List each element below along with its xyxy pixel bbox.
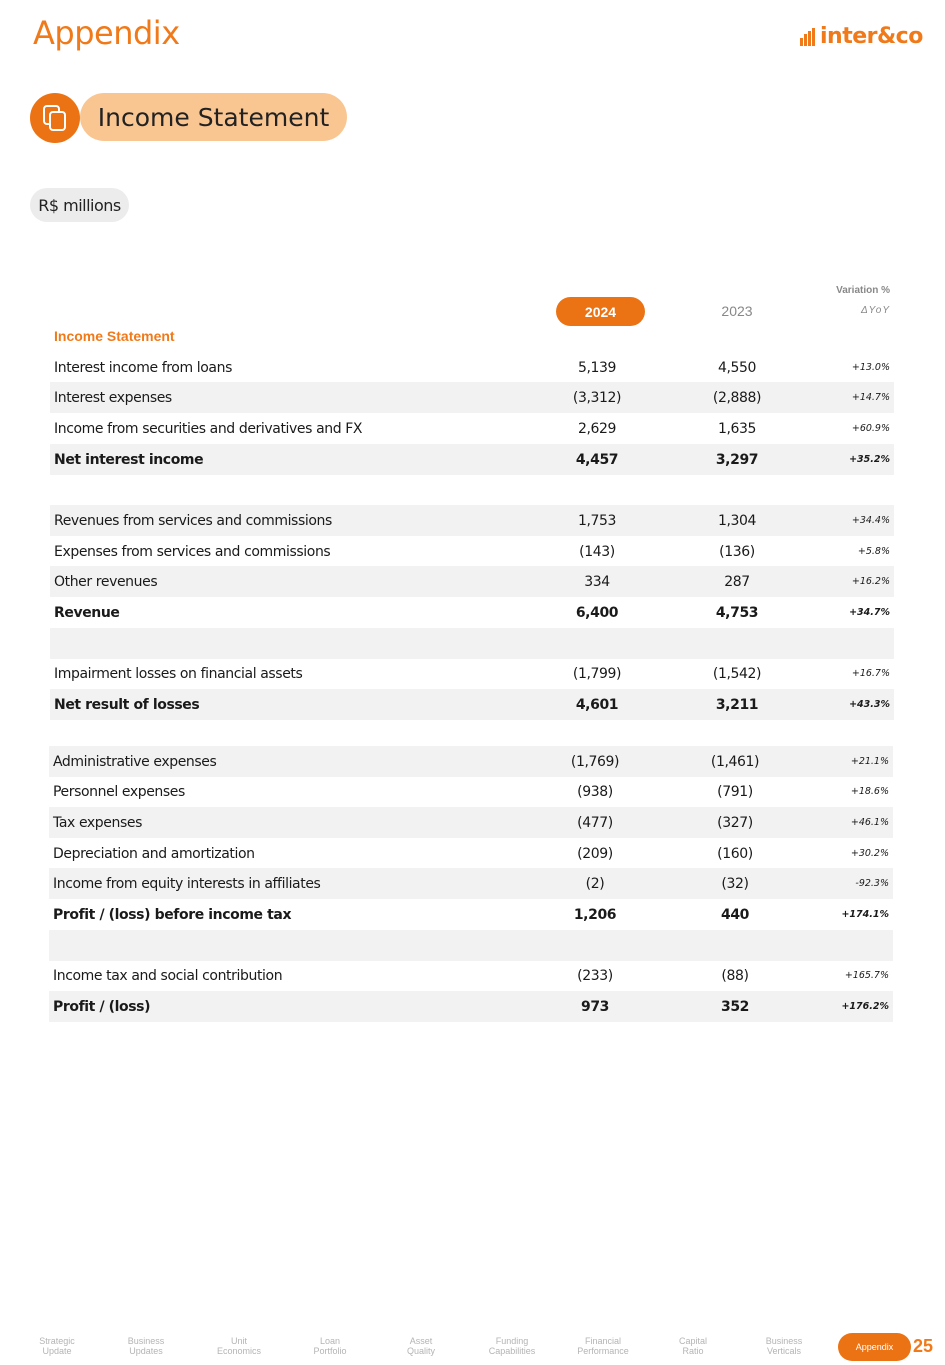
value-2023: 4,753 [715, 604, 759, 621]
row-label: Revenue [54, 604, 120, 621]
table-row [50, 444, 894, 475]
value-2023: 287 [724, 573, 750, 590]
value-2023: (88) [721, 967, 749, 984]
table-heading: Income Statement [54, 328, 175, 344]
footer-nav [0, 1334, 945, 1364]
value-2023: 1,635 [717, 420, 757, 437]
row-label: Depreciation and amortization [53, 845, 255, 862]
table-row [49, 960, 893, 991]
table-row [49, 868, 893, 899]
value-2024: (1,769) [570, 753, 620, 770]
variation-percent: +5.8% [857, 546, 890, 557]
table-row [50, 689, 894, 720]
nav-item-unit[interactable]: Unit Economics [216, 1336, 261, 1356]
row-label: Administrative expenses [53, 753, 217, 770]
table-row [49, 838, 893, 869]
unit-badge: R$ millions [30, 188, 129, 222]
nav-item-funding[interactable]: Funding Capabilities [488, 1336, 536, 1356]
value-2024: 1,206 [573, 906, 617, 923]
value-2023: (2,888) [712, 389, 762, 406]
table-row [49, 746, 893, 777]
nav-item-business[interactable]: Business Verticals [765, 1336, 803, 1356]
value-2024: (1,799) [572, 665, 622, 682]
table-row [50, 382, 894, 413]
row-label: Revenues from services and commissions [54, 512, 332, 529]
value-2024: (209) [577, 845, 613, 862]
value-2024: 1,753 [577, 512, 617, 529]
row-label: Net result of losses [54, 696, 200, 713]
table-row [49, 807, 893, 838]
row-label: Expenses from services and commissions [54, 543, 331, 560]
variation-percent: +174.1% [841, 909, 889, 920]
logo-text: inter&co [820, 23, 923, 49]
variation-header: Variation % [836, 285, 890, 296]
value-2024: (233) [577, 967, 613, 984]
value-2024: 2,629 [577, 420, 617, 437]
table-row [50, 597, 894, 628]
row-label: Income from equity interests in affiliates [53, 875, 321, 892]
variation-percent: +46.1% [850, 817, 889, 828]
value-2023: 352 [720, 998, 750, 1015]
nav-item-financial[interactable]: Financial Performance [577, 1336, 629, 1356]
row-label: Tax expenses [53, 814, 142, 831]
row-label: Other revenues [54, 573, 158, 590]
table-row [50, 536, 894, 567]
value-2023: 4,550 [717, 359, 757, 376]
value-2023: (327) [717, 814, 753, 831]
row-label: Profit / (loss) before income tax [53, 906, 292, 923]
variation-percent: +34.4% [851, 515, 890, 526]
value-2024: 5,139 [577, 359, 617, 376]
table-row [49, 991, 893, 1022]
value-2024: 973 [580, 998, 610, 1015]
row-label: Personnel expenses [53, 783, 185, 800]
row-label: Income tax and social contribution [53, 967, 283, 984]
row-label: Profit / (loss) [53, 998, 151, 1015]
value-2023: 1,304 [717, 512, 757, 529]
table-row [50, 352, 894, 383]
spacer-row [49, 930, 893, 961]
value-2023: (136) [719, 543, 755, 560]
value-2023: (160) [717, 845, 753, 862]
value-2024: (143) [579, 543, 615, 560]
value-2023: (32) [721, 875, 749, 892]
value-2023: (791) [717, 783, 753, 800]
variation-subheader: ΔYoY [860, 305, 890, 316]
nav-item-appendix[interactable]: Appendix [838, 1333, 911, 1361]
variation-percent: +34.7% [849, 607, 890, 618]
section-title: Income Statement [80, 93, 347, 141]
variation-percent: +60.9% [851, 423, 890, 434]
variation-percent: +21.1% [850, 756, 889, 767]
value-2024: 6,400 [575, 604, 619, 621]
value-2023: 3,297 [715, 451, 759, 468]
nav-item-capital[interactable]: Capital Ratio [678, 1336, 707, 1356]
value-2023: (1,542) [712, 665, 762, 682]
value-2024: (2) [585, 875, 605, 892]
table-row [49, 899, 893, 930]
variation-percent: -92.3% [855, 878, 889, 889]
nav-item-loan[interactable]: Loan Portfolio [313, 1336, 347, 1356]
company-logo [800, 22, 923, 50]
variation-percent: +35.2% [849, 454, 890, 465]
table-row [49, 776, 893, 807]
value-2023: 3,211 [715, 696, 759, 713]
variation-percent: +14.7% [851, 392, 890, 403]
row-label: Income from securities and derivatives and FX [54, 420, 363, 437]
nav-item-strategic[interactable]: Strategic Update [39, 1336, 75, 1356]
spacer-row [50, 628, 894, 659]
variation-percent: +165.7% [844, 970, 889, 981]
value-2023: (1,461) [710, 753, 760, 770]
page-number: 25 [913, 1336, 934, 1356]
value-2023: 440 [720, 906, 750, 923]
variation-percent: +30.2% [850, 848, 889, 859]
value-2024: (477) [577, 814, 613, 831]
column-header-2024: 2024 [556, 297, 645, 326]
variation-percent: +16.2% [851, 576, 890, 587]
variation-percent: +176.2% [841, 1001, 889, 1012]
value-2024: 334 [584, 573, 610, 590]
table-row [50, 505, 894, 536]
value-2024: (3,312) [572, 389, 622, 406]
logo-rays-icon [800, 26, 818, 46]
table-row [50, 413, 894, 444]
copy-icon [30, 93, 80, 143]
nav-item-asset[interactable]: Asset Quality [406, 1336, 435, 1356]
row-label: Interest expenses [54, 389, 172, 406]
row-label: Impairment losses on financial assets [54, 665, 303, 682]
variation-percent: +43.3% [849, 699, 890, 710]
value-2024: (938) [577, 783, 613, 800]
column-header-2023: 2023 [721, 303, 753, 319]
table-row [50, 566, 894, 597]
row-label: Interest income from loans [54, 359, 232, 376]
table-row [50, 658, 894, 689]
page-title: Appendix [33, 14, 180, 52]
value-2024: 4,457 [575, 451, 619, 468]
variation-percent: +16.7% [851, 668, 890, 679]
variation-percent: +13.0% [851, 362, 890, 373]
value-2024: 4,601 [575, 696, 619, 713]
row-label: Net interest income [54, 451, 204, 468]
variation-percent: +18.6% [850, 786, 889, 797]
nav-item-business[interactable]: Business Updates [127, 1336, 165, 1356]
